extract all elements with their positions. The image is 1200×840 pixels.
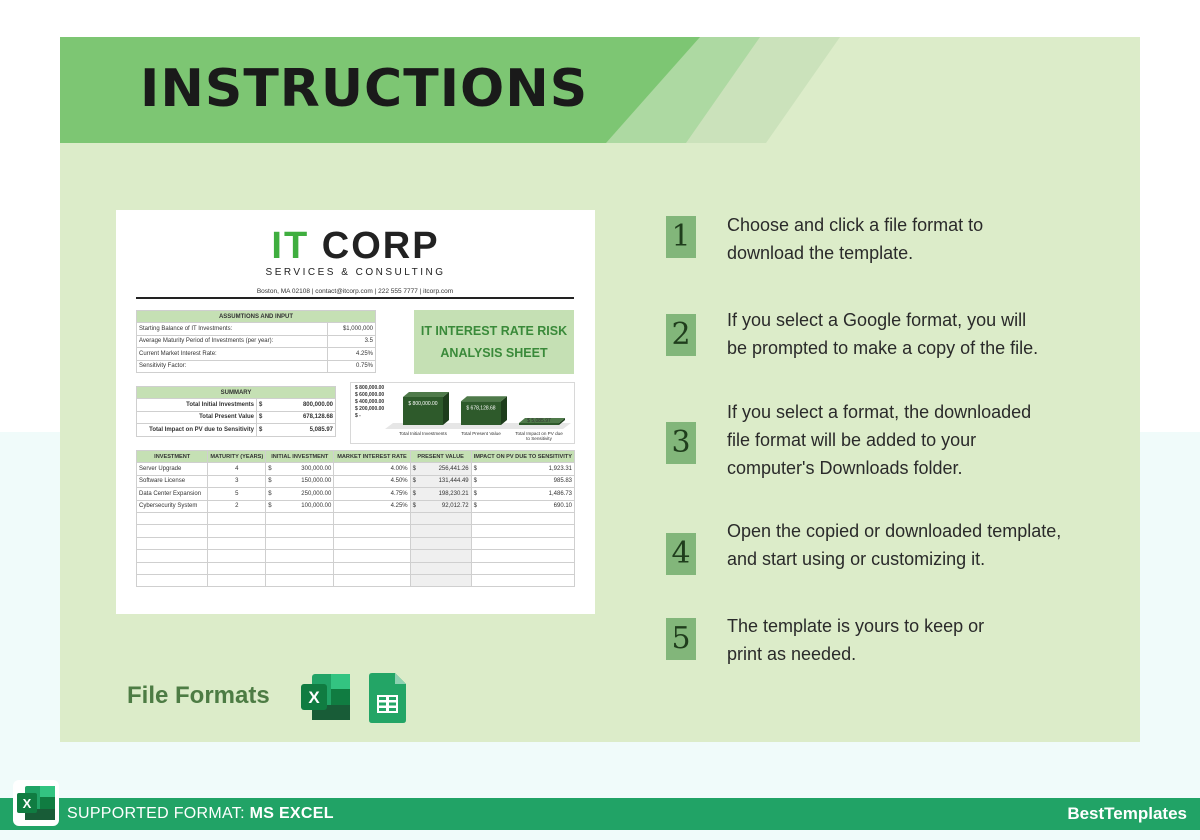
footer-excel-icon xyxy=(13,780,59,826)
brand-logo[interactable]: BestTemplates xyxy=(1067,804,1187,823)
table-row: Total Present Value $ 678,128.68 xyxy=(137,411,336,423)
template-preview[interactable] xyxy=(116,210,595,614)
chart-bar-side xyxy=(501,396,507,425)
assumptions-table: ASSUMTIONS AND INPUT Starting Balance of IT Investments: $1,000,000 Average Maturity Period of Investments (per year): 3.5 Current Market Interest Rate: 4.25% Sensitivity Factor: 0.75% xyxy=(136,310,376,373)
sheet-title: IT INTEREST RATE RISK ANALYSIS SHEET xyxy=(414,310,574,374)
step-text: Choose and click a file format to download the template. xyxy=(727,215,984,263)
chart-bar-top xyxy=(403,392,449,397)
chart-tick-label: $ - xyxy=(355,413,361,419)
logo-subtitle: SERVICES & CONSULTING xyxy=(265,267,446,278)
chart-tick-label: $ 400,000.00 xyxy=(355,399,385,405)
summary-table: SUMMARY Total Initial Investments $ 800,000.00 Total Present Value $ 678,128.68 Total Impact on PV due to Sensitivity $ 5,085.97 xyxy=(136,386,336,437)
investments-table: INVESTMENT MATURITY (YEARS) INITIAL INVESTMENT MARKET INTEREST RATE PRESENT VALUE IMPACT ON PV DUE TO SENSITIVITY Server Upgrade 4 $ 300,000.00 4.00% $ 256,441.26 $ 1,923.31 Software License 3 $ 150,000.00 4.50% $ 131,444.49 $ 985.83 Data Center Expansion 5 $ 250,000.00 4.75% $ 198,230.21 $ 1,486.73 Cybersecurity System 2 $ 100,000.00 4.25% $ 92,012.72 $ 690.10 xyxy=(136,450,575,587)
table-row xyxy=(137,525,575,537)
excel-icon[interactable] xyxy=(300,672,352,727)
step-number: 2 xyxy=(666,314,696,356)
table-row: Total Initial Investments $ 800,000.00 xyxy=(137,399,336,411)
contact-line: Boston, MA 02108 | contact@itcorp.com | 222 555 7777 | itcorp.com xyxy=(256,288,454,295)
chart-category-label: Total Impact on PV due xyxy=(515,431,563,436)
google-sheets-icon[interactable] xyxy=(369,673,407,728)
chart-tick-label: $ 200,000.00 xyxy=(355,406,385,412)
chart-tick-label: $ 800,000.00 xyxy=(355,385,385,391)
step-text: If you select a Google format, you will be prompted to make a copy of the file. xyxy=(727,310,1039,358)
supported-format-text: SUPPORTED FORMAT: MS EXCEL xyxy=(67,805,334,822)
step-number: 1 xyxy=(666,216,696,258)
step-text: Open the copied or downloaded template, and start using or customizing it. xyxy=(727,521,1062,569)
table-row: Sensitivity Factor: 0.75% xyxy=(137,360,376,372)
summary-chart xyxy=(350,382,575,444)
table-row xyxy=(137,574,575,586)
step-text: If you select a format, the downloaded file format will be added to your computer's Downloads folder. xyxy=(727,402,1032,478)
chart-category-label: Total Initial Investments xyxy=(399,431,447,436)
table-row: Data Center Expansion 5 $ 250,000.00 4.75% $ 198,230.21 $ 1,486.73 xyxy=(137,488,575,500)
page-title: INSTRUCTIONS xyxy=(140,59,589,119)
table-row: Starting Balance of IT Investments: $1,000,000 xyxy=(137,323,376,335)
divider xyxy=(136,297,574,299)
step-number: 3 xyxy=(666,422,696,464)
step-number: 5 xyxy=(666,618,696,660)
table-row: Software License 3 $ 150,000.00 4.50% $ 131,444.49 $ 985.83 xyxy=(137,475,575,487)
table-row: Total Impact on PV due to Sensitivity $ 5,085.97 xyxy=(137,424,336,436)
file-formats-label: File Formats xyxy=(127,682,270,709)
chart-data-label: $ 800,000.00 xyxy=(408,401,438,407)
chart-data-label: $ 678,128.68 xyxy=(466,405,496,412)
table-row: Average Maturity Period of Investments (per year): 3.5 xyxy=(137,335,376,347)
chart-tick-label: $ 600,000.00 xyxy=(355,392,385,398)
table-row xyxy=(137,512,575,524)
table-row: Server Upgrade 4 $ 300,000.00 4.00% $ 256,441.26 $ 1,923.31 xyxy=(137,463,575,475)
step-text: The template is yours to keep or print as needed. xyxy=(727,616,985,664)
chart-data-label: $ 5,085.97 xyxy=(527,418,551,424)
table-row xyxy=(137,550,575,562)
chart-bar-top xyxy=(461,396,507,401)
chart-category-label: Total Present Value xyxy=(461,431,501,436)
step-number: 4 xyxy=(666,533,696,575)
chart-bar-side xyxy=(443,392,449,425)
table-row xyxy=(137,562,575,574)
chart-category-label: to Sensitivity xyxy=(526,436,552,441)
footer-bar xyxy=(0,798,1200,830)
company-logo: IT CORP SERVICES & CONSULTING xyxy=(116,226,595,278)
table-row xyxy=(137,537,575,549)
instructions-banner xyxy=(60,37,1140,143)
table-row: Cybersecurity System 2 $ 100,000.00 4.25% $ 92,012.72 $ 690.10 xyxy=(137,500,575,512)
svg-text:X: X xyxy=(22,796,32,811)
table-row: Current Market Interest Rate: 4.25% xyxy=(137,348,376,360)
svg-text:X: X xyxy=(308,688,320,707)
